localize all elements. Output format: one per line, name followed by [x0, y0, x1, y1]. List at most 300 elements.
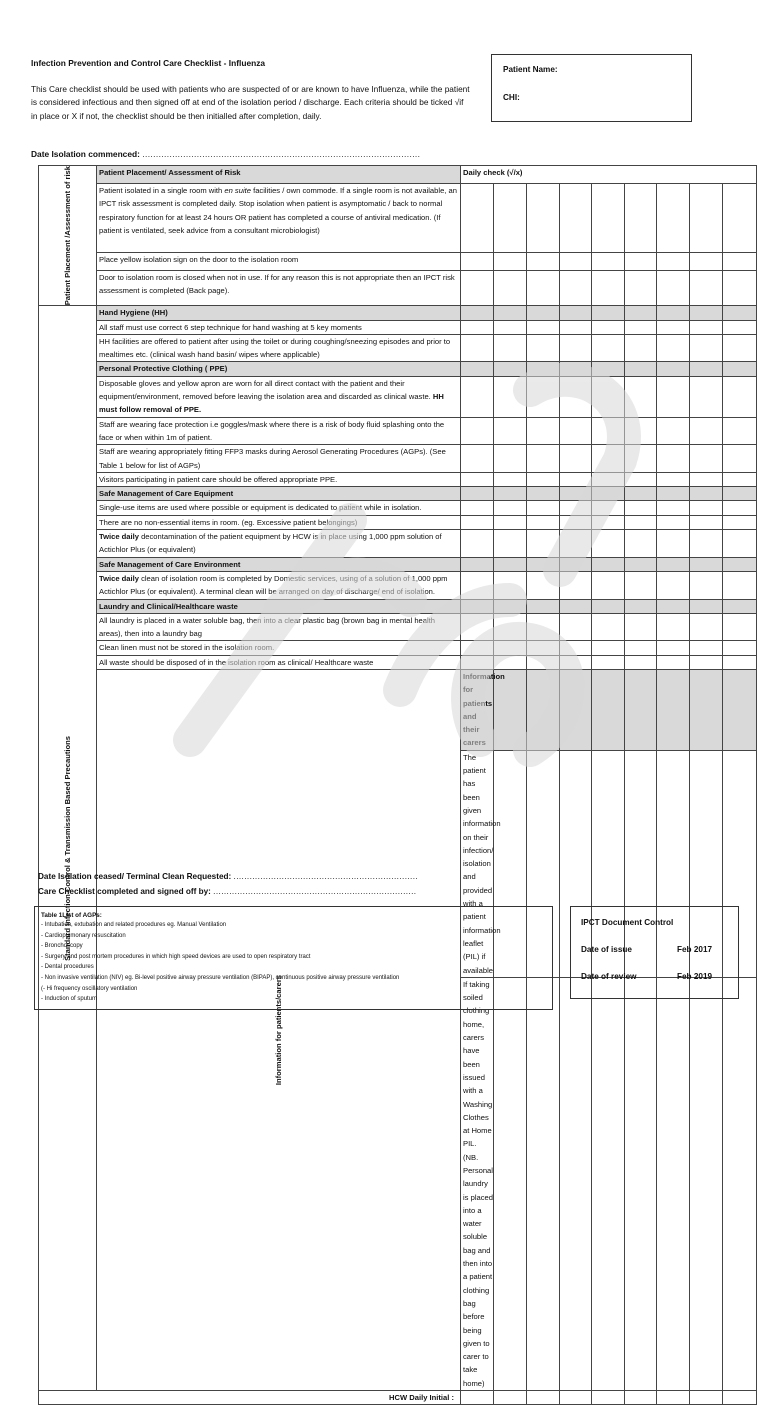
- daily-check-cell[interactable]: [657, 571, 690, 599]
- daily-check-cell[interactable]: [560, 977, 592, 1390]
- daily-check-cell[interactable]: [625, 184, 657, 253]
- criteria-text: [97, 417, 461, 445]
- daily-check-cell: [494, 670, 527, 751]
- table-row: [39, 472, 757, 486]
- daily-check-cell[interactable]: [461, 376, 494, 417]
- daily-check-cell[interactable]: [625, 334, 657, 362]
- daily-check-cell: [560, 557, 592, 571]
- daily-check-cell[interactable]: [657, 320, 690, 334]
- agp-list: [41, 920, 399, 1005]
- criteria-text-part: HH facilities are offered to patient after using the toilet or during coughing/sneezing episodes and prior to mealtimes etc. (clinical wash hand basin/ wipes where applicable): [99, 336, 451, 360]
- daily-check-cell[interactable]: [625, 376, 657, 417]
- daily-check-cell[interactable]: [690, 334, 723, 362]
- daily-check-cell[interactable]: [527, 334, 560, 362]
- daily-check-cell[interactable]: [592, 641, 625, 655]
- subsection-heading: [97, 557, 461, 571]
- criteria-text-part: If taking soiled clothing home, carers have been issued with a Washing Clothes at Home PIL. (NB. Personal laundry is placed into a water soluble bag and then into a patient clothing bag before being given to carer to take home): [463, 979, 493, 1388]
- daily-check-cell[interactable]: [560, 417, 592, 445]
- daily-check-cell[interactable]: [625, 1391, 657, 1405]
- daily-check-cell: [592, 557, 625, 571]
- daily-check-cell[interactable]: [657, 641, 690, 655]
- criteria-text: [97, 613, 461, 641]
- criteria-text-part: There are no non-essential items in room. (eg. Excessive patient belongings): [99, 517, 358, 527]
- daily-check-cell[interactable]: [592, 530, 625, 558]
- daily-check-cell[interactable]: [625, 655, 657, 669]
- daily-check-cell[interactable]: [494, 320, 527, 334]
- section-label: Patient Placement /Assessment of risk: [62, 166, 72, 306]
- criteria-text-part: Safe Management of Care Environment: [99, 559, 241, 569]
- daily-check-cell: [560, 306, 592, 320]
- daily-check-cell[interactable]: [494, 613, 527, 641]
- criteria-text-part: clean of isolation room is completed by Domestic services, using of a solution of 1,000 ppm Actichlor Plus (or equivalent). A terminal clean will be arranged on day of discharge/ end of isolation.: [99, 573, 448, 597]
- daily-check-cell: [494, 487, 527, 501]
- daily-check-cell[interactable]: [461, 320, 494, 334]
- table-row: [39, 655, 757, 669]
- daily-check-cell[interactable]: [461, 1391, 494, 1405]
- criteria-text: [97, 571, 461, 599]
- daily-check-cell[interactable]: [723, 641, 757, 655]
- daily-check-cell: [625, 306, 657, 320]
- date-commenced-line: [31, 149, 420, 159]
- daily-check-cell[interactable]: [690, 184, 723, 253]
- criteria-text: [97, 515, 461, 529]
- daily-check-cell[interactable]: [494, 641, 527, 655]
- criteria-text-part: All waste should be disposed of in the isolation room as clinical/ Healthcare waste: [99, 657, 374, 667]
- daily-check-cell: [690, 306, 723, 320]
- daily-check-cell[interactable]: [494, 571, 527, 599]
- subsection-heading: [97, 599, 461, 613]
- daily-check-cell[interactable]: [723, 417, 757, 445]
- daily-check-cell[interactable]: [560, 253, 592, 271]
- daily-check-cell[interactable]: [723, 571, 757, 599]
- criteria-text-part: Staff are wearing appropriately fitting FFP3 masks during Aerosol Generating Procedures (AGPs). (See Table 1 below for list of AGPs): [99, 447, 446, 470]
- patient-name-label: Patient Name:: [503, 65, 558, 74]
- daily-check-cell[interactable]: [527, 977, 560, 1390]
- daily-check-cell[interactable]: [657, 530, 690, 558]
- daily-check-cell[interactable]: [657, 655, 690, 669]
- daily-check-cell[interactable]: [592, 445, 625, 473]
- criteria-text-part: facilities / own commode. If a single room is not available, an IPCT risk assessment is completed daily. Stop isolation when patient is asymptomatic / back to normal respiratory function for at least 24 hours OR patient has completed a course of antiviral medication. (If patient is ventilated, seek advice from a consultant microbiologist): [99, 186, 457, 236]
- daily-check-cell: [527, 599, 560, 613]
- criteria-text-part: decontamination of the patient equipment by HCW is in place using 1,000 ppm solution of Actichlor Plus (or equivalent): [99, 532, 442, 555]
- daily-check-cell[interactable]: [657, 271, 690, 306]
- daily-check-cell[interactable]: [690, 613, 723, 641]
- daily-check-cell[interactable]: [625, 271, 657, 306]
- daily-check-cell: [625, 599, 657, 613]
- daily-check-cell[interactable]: [461, 530, 494, 558]
- daily-check-cell[interactable]: [690, 655, 723, 669]
- criteria-text-part: Personal Protective Clothing ( PPE): [99, 364, 228, 374]
- daily-check-cell: [461, 557, 494, 571]
- daily-check-cell[interactable]: [657, 376, 690, 417]
- daily-check-cell: [527, 487, 560, 501]
- daily-check-cell[interactable]: [527, 655, 560, 669]
- daily-check-cell[interactable]: [527, 445, 560, 473]
- table-row: [39, 641, 757, 655]
- table-row: [39, 334, 757, 362]
- daily-check-cell[interactable]: [461, 571, 494, 599]
- daily-check-cell[interactable]: [560, 641, 592, 655]
- subsection-heading: [461, 670, 505, 751]
- daily-check-cell[interactable]: [690, 1391, 723, 1405]
- daily-check-cell[interactable]: [494, 977, 527, 1390]
- daily-check-cell[interactable]: [461, 641, 494, 655]
- daily-check-cell[interactable]: [494, 472, 527, 486]
- daily-check-cell: [592, 306, 625, 320]
- criteria-bold: HH must follow removal of PPE.: [99, 392, 444, 415]
- daily-check-cell[interactable]: [592, 501, 625, 515]
- table-row: [39, 487, 757, 501]
- table-row: [39, 253, 757, 271]
- daily-check-cell[interactable]: [461, 445, 494, 473]
- agp-table-box: [34, 906, 553, 1010]
- criteria-text: [97, 641, 461, 655]
- daily-check-cell[interactable]: [494, 334, 527, 362]
- daily-check-cell[interactable]: [657, 1391, 690, 1405]
- criteria-text-part: Safe Management of Care Equipment: [99, 489, 234, 499]
- table-row: [39, 501, 757, 515]
- daily-check-cell[interactable]: [592, 271, 625, 306]
- daily-check-cell[interactable]: [494, 530, 527, 558]
- daily-check-cell[interactable]: [690, 253, 723, 271]
- table-row: [39, 557, 757, 571]
- daily-check-cell[interactable]: [527, 530, 560, 558]
- daily-check-cell[interactable]: [494, 184, 527, 253]
- criteria-text-part: The patient has been given information on their infection/ isolation and provided with a patient information leaflet (PIL) if available: [463, 752, 501, 975]
- daily-check-cell: [527, 670, 560, 751]
- table-row: [39, 530, 757, 558]
- daily-check-cell[interactable]: [592, 571, 625, 599]
- daily-check-cell: [625, 670, 657, 751]
- daily-check-cell[interactable]: [723, 320, 757, 334]
- daily-check-cell[interactable]: [560, 320, 592, 334]
- daily-check-cell[interactable]: [625, 530, 657, 558]
- daily-check-cell: [723, 487, 757, 501]
- daily-check-cell[interactable]: [527, 417, 560, 445]
- daily-check-cell[interactable]: [657, 184, 690, 253]
- daily-check-cell[interactable]: [657, 613, 690, 641]
- daily-check-cell[interactable]: [690, 515, 723, 529]
- daily-check-cell[interactable]: [625, 515, 657, 529]
- daily-check-cell[interactable]: [461, 417, 494, 445]
- daily-check-cell[interactable]: [527, 515, 560, 529]
- daily-check-cell[interactable]: [560, 655, 592, 669]
- table-row: [39, 1391, 757, 1405]
- daily-check-cell: [657, 362, 690, 376]
- daily-check-cell[interactable]: [723, 334, 757, 362]
- criteria-text-part: All staff must use correct 6 step technique for hand washing at 5 key moments: [99, 322, 362, 332]
- signed-off-field[interactable]: ............................................................................: [213, 887, 417, 896]
- daily-check-cell: [461, 306, 494, 320]
- daily-check-cell[interactable]: [494, 655, 527, 669]
- criteria-text-italic: en suite: [224, 186, 251, 196]
- daily-check-cell[interactable]: [690, 320, 723, 334]
- daily-check-cell[interactable]: [657, 472, 690, 486]
- daily-check-cell: [527, 557, 560, 571]
- date-of-review-label: Date of review: [581, 972, 637, 981]
- daily-check-cell[interactable]: [461, 334, 494, 362]
- criteria-text-part: Door to isolation room is closed when not in use. If for any reason this is not appropriate then an IPCT risk assessment is completed (Back page).: [99, 273, 455, 296]
- agp-item: - Bronchoscopy: [41, 943, 83, 950]
- daily-check-cell[interactable]: [461, 613, 494, 641]
- daily-check-cell[interactable]: [494, 1391, 527, 1405]
- daily-check-cell[interactable]: [657, 515, 690, 529]
- criteria-text: [97, 445, 461, 473]
- daily-check-cell[interactable]: [560, 334, 592, 362]
- daily-check-cell: [494, 557, 527, 571]
- daily-check-cell[interactable]: [527, 253, 560, 271]
- daily-check-cell[interactable]: [723, 613, 757, 641]
- daily-check-cell[interactable]: [527, 376, 560, 417]
- daily-check-cell: [494, 306, 527, 320]
- ipct-title: IPCT Document Control: [581, 918, 674, 927]
- agp-title: Table 1List of AGPs:: [41, 912, 102, 919]
- chi-label: CHI:: [503, 93, 520, 102]
- daily-check-cell: [527, 362, 560, 376]
- daily-check-cell[interactable]: [592, 334, 625, 362]
- table-row: [39, 670, 757, 751]
- daily-check-cell[interactable]: [592, 184, 625, 253]
- daily-check-cell[interactable]: [657, 445, 690, 473]
- daily-check-cell[interactable]: [723, 655, 757, 669]
- daily-check-cell[interactable]: [657, 334, 690, 362]
- daily-check-cell[interactable]: [625, 501, 657, 515]
- daily-check-cell[interactable]: [625, 977, 657, 1390]
- patient-details-box: [491, 54, 692, 122]
- isolation-ceased-line: [38, 872, 418, 881]
- daily-check-cell[interactable]: [723, 184, 757, 253]
- daily-check-cell[interactable]: [461, 515, 494, 529]
- agp-item: (- Hi frequency oscillatory ventilation: [41, 985, 138, 992]
- criteria-text: [97, 320, 461, 334]
- daily-check-cell[interactable]: [625, 320, 657, 334]
- daily-check-cell: [657, 487, 690, 501]
- daily-check-cell[interactable]: [723, 445, 757, 473]
- daily-check-cell[interactable]: [723, 977, 757, 1390]
- daily-check-cell[interactable]: [494, 376, 527, 417]
- daily-check-cell[interactable]: [592, 977, 625, 1390]
- daily-check-cell: [560, 487, 592, 501]
- daily-check-cell[interactable]: [657, 253, 690, 271]
- daily-check-cell[interactable]: [723, 501, 757, 515]
- daily-check-cell[interactable]: [494, 253, 527, 271]
- daily-check-cell[interactable]: [560, 1391, 592, 1405]
- criteria-text: [97, 271, 461, 306]
- criteria-text: [97, 334, 461, 362]
- daily-check-cell: [527, 306, 560, 320]
- daily-check-cell[interactable]: [461, 501, 494, 515]
- daily-check-cell: [592, 670, 625, 751]
- criteria-text: [461, 977, 494, 1390]
- criteria-text-part: All laundry is placed in a water soluble bag, then into a clear plastic bag (brown bag in mental health areas), then into a laundry bag: [99, 615, 436, 639]
- daily-check-cell: [723, 362, 757, 376]
- date-commenced-label: Date Isolation commenced:: [31, 149, 140, 159]
- daily-check-cell[interactable]: [625, 253, 657, 271]
- daily-check-cell[interactable]: [592, 417, 625, 445]
- daily-check-cell[interactable]: [690, 271, 723, 306]
- signed-off-label: Care Checklist completed and signed off by:: [38, 887, 211, 896]
- daily-check-cell[interactable]: [461, 184, 494, 253]
- criteria-text-part: Hand Hygiene (HH): [99, 308, 168, 318]
- criteria-text: [97, 472, 461, 486]
- date-of-issue-label: Date of issue: [581, 945, 632, 954]
- daily-check-cell[interactable]: [690, 501, 723, 515]
- table-row: [39, 515, 757, 529]
- daily-check-cell[interactable]: [560, 530, 592, 558]
- table-row: [39, 613, 757, 641]
- agp-item: - Cardiopulmonary resuscitation: [41, 932, 126, 939]
- daily-check-cell[interactable]: [494, 271, 527, 306]
- daily-check-cell: [494, 599, 527, 613]
- daily-check-cell: [625, 362, 657, 376]
- table-row: [39, 306, 757, 320]
- daily-check-cell[interactable]: [592, 320, 625, 334]
- daily-check-cell[interactable]: [560, 184, 592, 253]
- daily-check-cell[interactable]: [592, 613, 625, 641]
- daily-check-cell[interactable]: [723, 253, 757, 271]
- agp-item: - Induction of sputum: [41, 996, 98, 1003]
- daily-check-cell[interactable]: [657, 977, 690, 1390]
- isolation-ceased-field[interactable]: .....................................................................: [233, 872, 419, 881]
- table-row: [39, 417, 757, 445]
- daily-check-cell[interactable]: [527, 613, 560, 641]
- daily-check-cell[interactable]: [461, 472, 494, 486]
- daily-check-cell[interactable]: [690, 472, 723, 486]
- subsection-heading: [97, 487, 461, 501]
- daily-check-cell[interactable]: [657, 417, 690, 445]
- daily-check-cell: [723, 599, 757, 613]
- subsection-heading: [97, 362, 461, 376]
- daily-check-cell[interactable]: [461, 271, 494, 306]
- criteria-text: [97, 501, 461, 515]
- section-information: [97, 670, 461, 1391]
- daily-check-cell[interactable]: [592, 472, 625, 486]
- daily-check-cell[interactable]: [527, 472, 560, 486]
- daily-check-cell[interactable]: [461, 655, 494, 669]
- daily-check-cell[interactable]: [560, 515, 592, 529]
- daily-check-cell[interactable]: [560, 571, 592, 599]
- daily-check-cell: [461, 487, 494, 501]
- criteria-text: [97, 376, 461, 417]
- table-row: [39, 166, 757, 184]
- daily-check-cell: [592, 599, 625, 613]
- daily-check-cell[interactable]: [723, 472, 757, 486]
- daily-check-cell[interactable]: [560, 445, 592, 473]
- criteria-text: [97, 253, 461, 271]
- daily-check-cell[interactable]: [625, 613, 657, 641]
- daily-check-cell[interactable]: [527, 271, 560, 306]
- daily-check-cell[interactable]: [592, 253, 625, 271]
- date-commenced-field[interactable]: ......................................................................................................: [142, 149, 421, 159]
- daily-check-cell[interactable]: [690, 571, 723, 599]
- daily-check-cell[interactable]: [494, 445, 527, 473]
- daily-check-cell[interactable]: [592, 1391, 625, 1405]
- daily-check-cell[interactable]: [657, 501, 690, 515]
- daily-check-cell[interactable]: [560, 271, 592, 306]
- daily-check-cell: [723, 670, 757, 751]
- hcw-daily-initial-label: HCW Daily Initial :: [39, 1391, 461, 1405]
- daily-check-cell[interactable]: [494, 417, 527, 445]
- date-of-issue-value: Feb 2017: [677, 945, 713, 954]
- daily-check-cell[interactable]: [723, 376, 757, 417]
- daily-check-cell: [560, 362, 592, 376]
- daily-check-cell[interactable]: [625, 641, 657, 655]
- daily-check-cell[interactable]: [527, 641, 560, 655]
- daily-check-cell[interactable]: [494, 515, 527, 529]
- criteria-text-part: Place yellow isolation sign on the door to the isolation room: [99, 255, 299, 265]
- daily-check-cell[interactable]: [625, 417, 657, 445]
- daily-check-cell: [592, 487, 625, 501]
- daily-check-cell[interactable]: [560, 613, 592, 641]
- table-row: [39, 271, 757, 306]
- table-row: [39, 445, 757, 473]
- daily-check-cell[interactable]: [494, 501, 527, 515]
- daily-check-cell[interactable]: [560, 472, 592, 486]
- agp-item: - Intubation, extubation and related procedures eg. Manual Ventilation: [41, 922, 227, 928]
- daily-check-cell: [560, 670, 592, 751]
- daily-check-cell[interactable]: [690, 376, 723, 417]
- criteria-text-part: Single-use items are used where possible or equipment is dedicated to patient while in isolation.: [99, 503, 422, 513]
- daily-check-cell[interactable]: [723, 530, 757, 558]
- daily-check-cell: [690, 362, 723, 376]
- daily-check-cell: [690, 557, 723, 571]
- subsection-heading: [97, 166, 461, 184]
- daily-check-cell[interactable]: [625, 571, 657, 599]
- criteria-bold: Twice daily: [99, 532, 139, 542]
- document-title: Infection Prevention and Control Care Checklist - Influenza: [31, 58, 266, 68]
- daily-check-cell: [461, 599, 494, 613]
- daily-check-cell[interactable]: [723, 271, 757, 306]
- daily-check-cell[interactable]: [723, 515, 757, 529]
- daily-check-cell[interactable]: [592, 515, 625, 529]
- daily-check-cell[interactable]: [690, 641, 723, 655]
- agp-item: - Non invasive ventilation (NIV) eg. Bi-level positive airway pressure ventilation (BIPAP), continuous positive airway pressure ventilation: [41, 974, 400, 981]
- criteria-text: [97, 184, 461, 253]
- criteria-text-part: Patient isolated in a single room with: [99, 186, 225, 196]
- daily-check-cell[interactable]: [560, 501, 592, 515]
- daily-check-cell[interactable]: [560, 376, 592, 417]
- table-row: [39, 362, 757, 376]
- daily-check-cell[interactable]: [527, 501, 560, 515]
- section-placement: [39, 166, 97, 306]
- daily-check-cell[interactable]: [723, 1391, 757, 1405]
- criteria-text-part: Clean linen must not be stored in the isolation room.: [99, 643, 275, 653]
- daily-check-cell[interactable]: [527, 320, 560, 334]
- daily-check-cell[interactable]: [690, 530, 723, 558]
- daily-check-cell[interactable]: [461, 253, 494, 271]
- daily-check-cell[interactable]: [592, 655, 625, 669]
- daily-check-cell[interactable]: [527, 571, 560, 599]
- daily-check-cell: [723, 557, 757, 571]
- criteria-text: [97, 530, 461, 558]
- criteria-text-part: Staff are wearing face protection i.e goggles/mask where there is a risk of body fluid splashing onto the face or when within 1m of patient.: [99, 419, 445, 442]
- table-row: [39, 571, 757, 599]
- daily-check-cell[interactable]: [625, 472, 657, 486]
- date-of-review-value: Feb 2019: [677, 972, 713, 981]
- daily-check-cell[interactable]: [690, 445, 723, 473]
- daily-check-cell[interactable]: [690, 977, 723, 1390]
- daily-check-cell[interactable]: [592, 376, 625, 417]
- daily-check-cell: [657, 670, 690, 751]
- criteria-text-part: Laundry and Clinical/Healthcare waste: [99, 601, 238, 611]
- daily-check-cell: [625, 487, 657, 501]
- daily-check-cell[interactable]: [625, 445, 657, 473]
- daily-check-cell[interactable]: [527, 184, 560, 253]
- intro-paragraph: This Care checklist should be used with patients who are suspected of or are known to have Influenza, while the patient is considered infectious and then signed off at end of the isolation period / discharge. Each criteria should be ticked √if in place or X if not, the checklist should be then initialled after completion, daily.: [31, 84, 470, 121]
- criteria-bold: Twice daily: [99, 573, 139, 583]
- daily-check-cell[interactable]: [690, 417, 723, 445]
- daily-check-cell[interactable]: [527, 1391, 560, 1405]
